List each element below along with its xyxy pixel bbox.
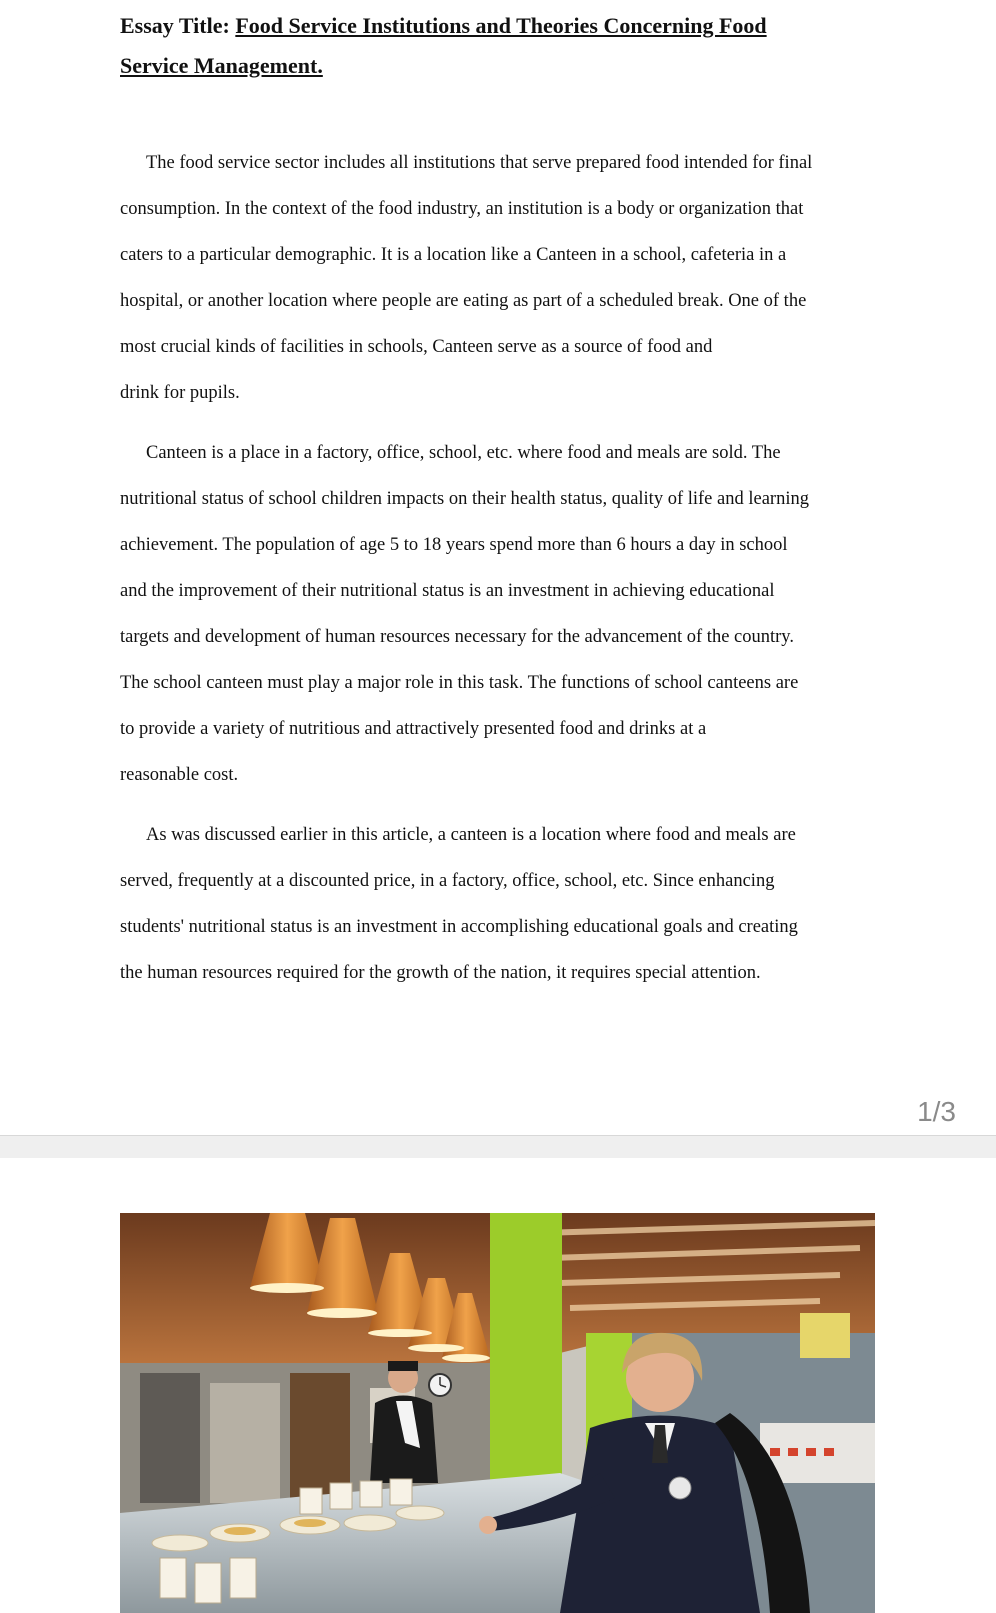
paragraph-line: caters to a particular demographic. It is a location like a Canteen in a school, cafeteria in a xyxy=(120,245,787,265)
title-prefix: Essay Title: xyxy=(120,13,230,38)
paragraph-3 xyxy=(120,812,880,996)
paragraph-line: drink for pupils. xyxy=(120,383,240,403)
paragraph-line: As was discussed earlier in this article, a canteen is a location where food and meals are xyxy=(146,825,796,845)
paragraph-line: The food service sector includes all institutions that serve prepared food intended for final xyxy=(146,153,813,173)
canteen-photo xyxy=(120,1213,875,1613)
paragraph-line: and the improvement of their nutritional status is an investment in achieving educational xyxy=(120,581,775,601)
canteen-photo-image xyxy=(120,1213,875,1613)
paragraph-1 xyxy=(120,140,880,416)
paragraph-line: reasonable cost. xyxy=(120,765,239,785)
page-separator xyxy=(0,1135,996,1159)
document-page-2 xyxy=(0,1158,996,1600)
paragraph-2 xyxy=(120,430,880,798)
paragraph-line: Canteen is a place in a factory, office, school, etc. where food and meals are sold. The xyxy=(146,443,781,463)
paragraph-line: most crucial kinds of facilities in schools, Canteen serve as a source of food and xyxy=(120,337,713,357)
paragraph-line: hospital, or another location where people are eating as part of a scheduled break. One of the xyxy=(120,291,807,311)
essay-title xyxy=(120,6,840,86)
paragraph-line: The school canteen must play a major role in this task. The functions of school canteens are xyxy=(120,673,799,693)
page-indicator: 1/3 xyxy=(917,1096,956,1127)
essay-body xyxy=(120,140,880,1010)
title-text-line2: Service Management. xyxy=(120,53,323,78)
paragraph-line: consumption. In the context of the food industry, an institution is a body or organization that xyxy=(120,199,804,219)
paragraph-line: served, frequently at a discounted price, in a factory, office, school, etc. Since enhancing xyxy=(120,871,775,891)
paragraph-line: the human resources required for the growth of the nation, it requires special attention. xyxy=(120,963,761,983)
title-text-line1: Food Service Institutions and Theories Concerning Food xyxy=(235,13,767,38)
paragraph-line: nutritional status of school children impacts on their health status, quality of life and learning xyxy=(120,489,809,509)
paragraph-line: students' nutritional status is an investment in accomplishing educational goals and creating xyxy=(120,917,798,937)
paragraph-line: to provide a variety of nutritious and attractively presented food and drinks at a xyxy=(120,719,707,739)
paragraph-line: targets and development of human resources necessary for the advancement of the country. xyxy=(120,627,794,647)
paragraph-line: achievement. The population of age 5 to 18 years spend more than 6 hours a day in school xyxy=(120,535,788,555)
